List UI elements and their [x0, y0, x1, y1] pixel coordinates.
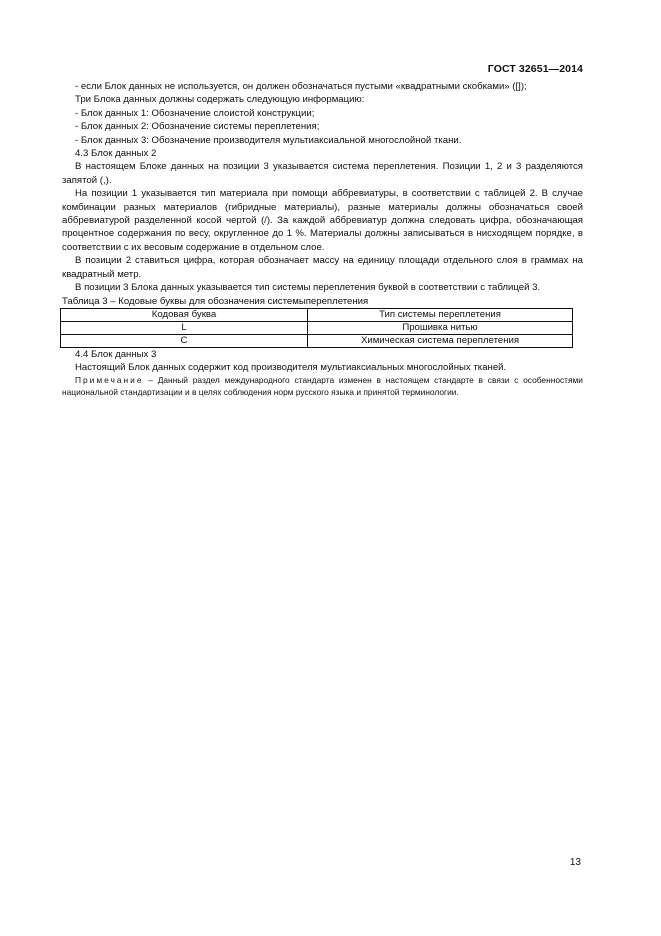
table-row — [61, 321, 573, 334]
table-header-cell: Кодовая буква — [61, 308, 308, 321]
paragraph-position-3-table-ref: В позиции 3 Блока данных указывается тип системы переплетения буквой в соответствии с таблицей 3. — [75, 282, 541, 294]
table-cell: Химическая система переплетения — [308, 334, 573, 347]
section-heading-4-3: 4.3 Блок данных 2 — [75, 148, 157, 160]
table-cell: C — [61, 334, 308, 347]
paragraph-position-3: В настоящем Блоке данных на позиции 3 указывается система переплетения. Позиции 1, 2 и 3 разделяются запятой (,). — [62, 161, 583, 186]
table-header-row — [61, 308, 573, 321]
page-number: 13 — [569, 857, 581, 868]
section-4-4-text: Настоящий Блок данных содержит код производителя мультиаксиальных многослойных тканей. — [75, 362, 507, 374]
table-row — [61, 334, 573, 347]
paragraph-position-2: В позиции 2 ставиться цифра, которая обозначает массу на единицу площади отдельного слоя в граммах на квадратный метр. — [62, 255, 583, 280]
document-code-header: ГОСТ 32651—2014 — [487, 63, 583, 75]
table-cell: Прошивка нитью — [308, 321, 573, 334]
list-item-block-1: - Блок данных 1: Обозначение слоистой конструкции; — [75, 107, 315, 119]
section-heading-4-4: 4.4 Блок данных 3 — [75, 348, 157, 360]
paragraph-position-1: На позиции 1 указывается тип материала при помощи аббревиатуры, в соответствии с таблицей 2. В случае комбинации разных материалов (гибридные материалы), разные материалы должны обозначаться своей аббревиатурой разделенной косой чертой (/). За каждой аббревиатур должна следовать цифра, обозначающая процентное содержания по весу, округленное до 1 %. Материалы должны записываться в нисходящем порядке, в соответствии с их весовым содержание в отдельном слое. — [62, 188, 583, 253]
note-text: – Данный раздел международного стандарта изменен в настоящем стандарте в связи с особенностями национальной стандартизации и в целях соблюдения норм русского языка и принятой терминологии. — [62, 374, 583, 397]
table-header-cell: Тип системы переплетения — [308, 308, 573, 321]
code-letters-table — [60, 308, 573, 348]
empty-block-rule: - если Блок данных не используется, он должен обозначаться пустыми «квадратными скобками» ([]); — [75, 81, 527, 92]
table-cell: L — [61, 321, 308, 334]
list-item-block-2: - Блок данных 2: Обозначение системы переплетения; — [75, 121, 320, 133]
note-paragraph — [62, 375, 583, 399]
table-caption: Таблица 3 – Кодовые буквы для обозначения системыпереплетения — [62, 295, 369, 307]
document-body — [62, 80, 583, 398]
list-item-block-3: - Блок данных 3: Обозначение производителя мультиаксиальной многослойной ткани. — [75, 134, 462, 146]
blocks-intro: Три Блока данных должны содержать следующую информацию: — [75, 94, 365, 106]
note-label: Примечание — [75, 374, 144, 385]
